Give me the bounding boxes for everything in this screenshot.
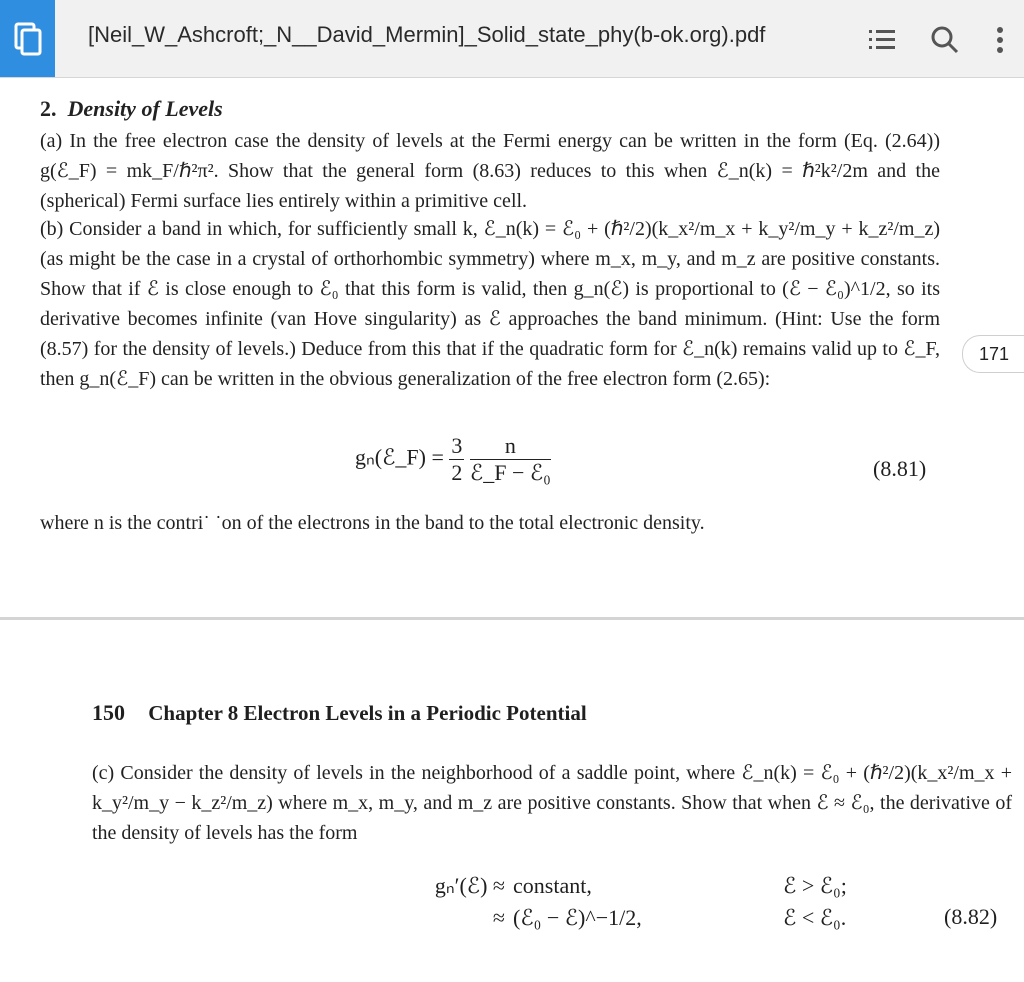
eq2-row1-lhs: gₙ′(ℰ) ≈	[434, 873, 505, 898]
eq-lhs: gₙ(ℰ_F) =	[355, 444, 444, 470]
equation-8-82	[360, 870, 923, 934]
document-title: [Neil_W_Ashcroft;_N__David_Mermin]_Solid_state_phy(b-ok.org).pdf	[88, 22, 766, 47]
eq-num-left: 3	[451, 433, 463, 458]
eq-den-right: ℰ_F − ℰ₀	[469, 460, 551, 485]
equation-8-81	[355, 433, 551, 486]
eq2-row1-mid: constant,	[513, 873, 592, 898]
eq2-row2-mid: (ℰ₀ − ℰ)^−1/2,	[513, 905, 642, 930]
problem-number: 2.	[40, 96, 57, 121]
chapter-header	[92, 700, 587, 726]
problem-title: Density of Levels	[67, 96, 223, 121]
pdf-page-150	[0, 620, 1024, 982]
eq-den-left: 2	[451, 460, 463, 485]
page-number: 150	[92, 700, 125, 725]
eq-fraction-left	[449, 433, 464, 486]
chapter-title: Chapter 8 Electron Levels in a Periodic Potential	[148, 701, 587, 725]
more-vertical-icon[interactable]	[980, 20, 1020, 60]
eq-fraction-right	[470, 433, 551, 486]
equation-label-8-81: (8.81)	[873, 456, 927, 481]
eq2-row2-lhs: ≈	[492, 905, 505, 930]
eq2-row1-rhs: ℰ > ℰ₀;	[783, 873, 847, 898]
problem-heading	[40, 94, 223, 124]
search-icon[interactable]	[925, 20, 965, 60]
part-a-text: (a) In the free electron case the density of levels at the Fermi energy can be written in the form (Eq. (2.64)) g(ℰ_F) = mk_F/ℏ²π². Show that the general form (8.63) reduces to this when ℰ_n(k) = ℏ²k²/2m and the (spherical) Fermi surface lies entirely within a primitive cell.	[40, 130, 940, 212]
page-number-indicator[interactable]: 171	[962, 335, 1024, 373]
equation-label-8-82: (8.82)	[944, 904, 998, 929]
where-text: where n is the contri˙ ˙on of the electrons in the band to the total electronic density.	[40, 512, 705, 534]
part-b-text: (b) Consider a band in which, for sufficiently small k, ℰ_n(k) = ℰ₀ + (ℏ²/2)(k_x²/m_x + k_y²/m_y + k_z²/m_z) (as might be the case in a crystal of orthorhombic symmetry) where m_x, m_y, and m_z are positive constants. Show that if ℰ is close enough to ℰ₀ that this form is valid, then g_n(ℰ) is proportional to (ℰ − ℰ₀)^1/2, so its derivative becomes infinite (van Hove singularity) as ℰ approaches the band minimum. (Hint: Use the form (8.57) for the density of levels.) Deduce from this that if the quadratic form for ℰ_n(k) remains valid up to ℰ_F, then g_n(ℰ_F) can be written in the obvious generalization of the free electron form (2.65):	[40, 218, 940, 390]
eq-num-right: n	[470, 433, 551, 460]
part-c-text: (c) Consider the density of levels in the neighborhood of a saddle point, where ℰ_n(k) = ℰ₀ + (ℏ²/2)(k_x²/m_x + k_y²/m_y − k_z²/m_z) where m_x, m_y, and m_z are positive constants. Show that when ℰ ≈ ℰ₀, the derivative of the density of levels has the form	[92, 762, 1012, 844]
eq2-row2-rhs: ℰ < ℰ₀.	[783, 905, 847, 930]
table-of-contents-icon[interactable]	[862, 20, 902, 60]
pdf-page-171	[0, 78, 1024, 618]
app-toolbar	[0, 0, 1024, 78]
app-document-icon[interactable]	[0, 0, 55, 77]
